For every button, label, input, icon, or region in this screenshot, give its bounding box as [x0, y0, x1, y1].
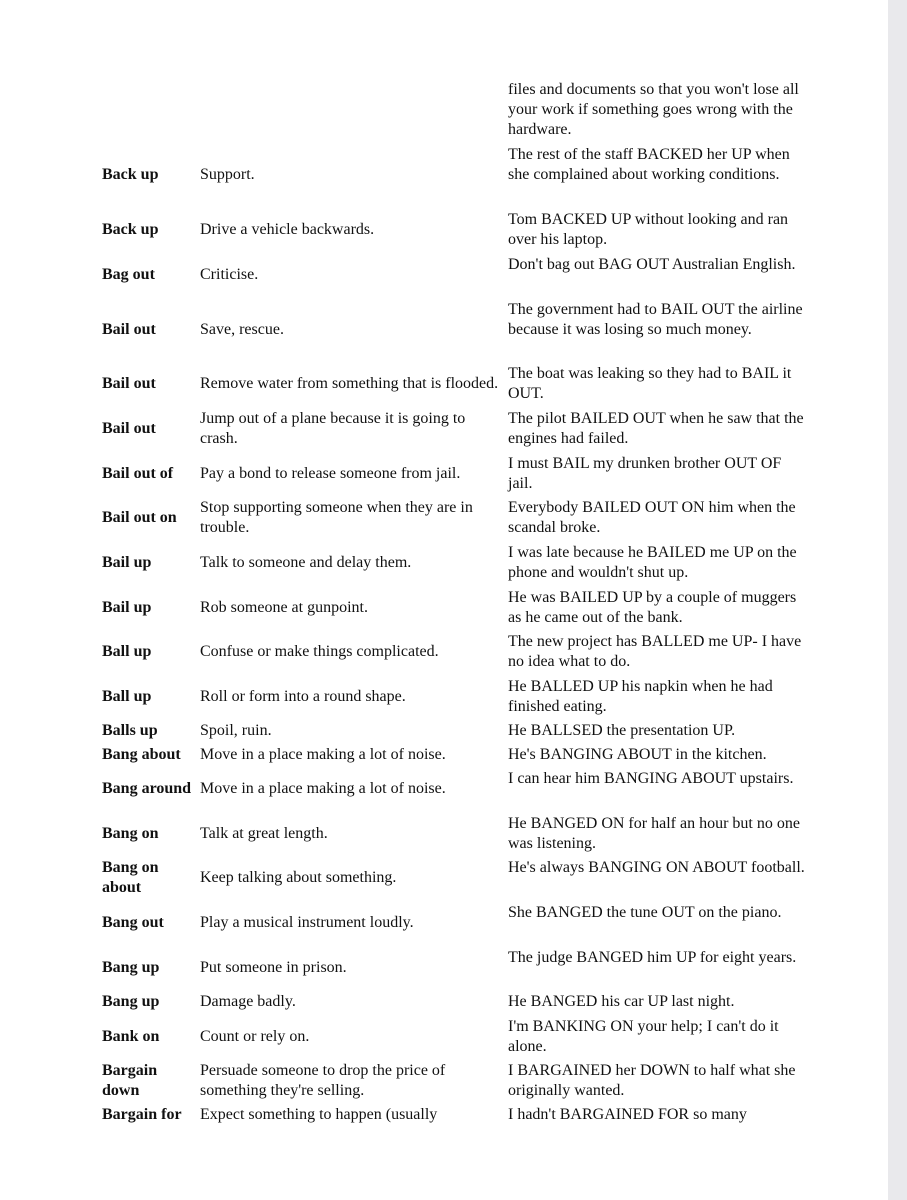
term-cell: Bang on about: [102, 859, 159, 896]
example-cell: Tom BACKED UP without looking and ran over his laptop.: [508, 211, 789, 248]
definition-cell: Stop supporting someone when they are in trouble.: [200, 499, 473, 536]
example-cell: The boat was leaking so they had to BAIL it OUT.: [508, 365, 792, 402]
table-row: [0, 721, 888, 741]
example-cell: The judge BANGED him UP for eight years.: [508, 949, 797, 966]
table-row: [0, 814, 888, 854]
example-cell: I BARGAINED her DOWN to half what she originally wanted.: [508, 1062, 796, 1099]
definition-cell: Expect something to happen (usually: [200, 1106, 438, 1123]
definition-cell: Criticise.: [200, 266, 259, 283]
table-row: [0, 992, 888, 1012]
table-row: [0, 903, 888, 943]
table-row: [0, 1061, 888, 1101]
example-cell: He's always BANGING ON ABOUT football.: [508, 859, 805, 876]
example-cell: He was BAILED UP by a couple of muggers as he came out of the bank.: [508, 589, 797, 626]
example-cell: He BALLSED the presentation UP.: [508, 722, 736, 739]
table-row: [0, 1105, 888, 1125]
definition-cell: Talk at great length.: [200, 825, 328, 842]
table-row: [0, 543, 888, 583]
table-row: [0, 255, 888, 295]
definition-cell: Move in a place making a lot of noise.: [200, 780, 446, 797]
definition-cell: Jump out of a plane because it is going to crash.: [200, 410, 466, 447]
table-row: [0, 454, 888, 494]
term-cell: Bail out on: [102, 509, 177, 526]
table-row: [0, 745, 888, 765]
definition-cell: Roll or form into a round shape.: [200, 688, 406, 705]
term-cell: Bail out of: [102, 465, 174, 482]
table-row: [0, 210, 888, 250]
table-row: [0, 364, 888, 404]
term-cell: Bag out: [102, 266, 155, 283]
term-cell: Balls up: [102, 722, 158, 739]
definition-cell: Keep talking about something.: [200, 869, 397, 886]
term-cell: Bail out: [102, 321, 156, 338]
example-cell: The rest of the staff BACKED her UP when she complained about working conditions.: [508, 146, 790, 183]
term-cell: Back up: [102, 221, 159, 238]
definition-cell: Play a musical instrument loudly.: [200, 914, 414, 931]
term-cell: Bang about: [102, 746, 181, 763]
definition-cell: Put someone in prison.: [200, 959, 347, 976]
term-cell: Ball up: [102, 688, 152, 705]
definition-cell: Move in a place making a lot of noise.: [200, 746, 446, 763]
example-cell: I must BAIL my drunken brother OUT OF jail.: [508, 455, 782, 492]
term-cell: Bang up: [102, 993, 160, 1010]
definition-cell: Damage badly.: [200, 993, 296, 1010]
table-row: [0, 769, 888, 809]
example-cell: Everybody BAILED OUT ON him when the scandal broke.: [508, 499, 796, 536]
definition-cell: Rob someone at gunpoint.: [200, 599, 368, 616]
table-row: [0, 300, 888, 360]
definition-cell: Pay a bond to release someone from jail.: [200, 465, 461, 482]
table-row: [0, 677, 888, 717]
example-cell: Don't bag out BAG OUT Australian English.: [508, 256, 796, 273]
term-cell: Bargain down: [102, 1062, 158, 1099]
example-cell: She BANGED the tune OUT on the piano.: [508, 904, 782, 921]
example-cell: The new project has BALLED me UP- I have no idea what to do.: [508, 633, 802, 670]
example-cell: I was late because he BAILED me UP on the phone and wouldn't shut up.: [508, 544, 797, 581]
definition-cell: Confuse or make things complicated.: [200, 643, 439, 660]
table-row: [0, 1017, 888, 1057]
term-cell: Ball up: [102, 643, 152, 660]
term-cell: Bail up: [102, 554, 152, 571]
term-cell: Bail up: [102, 599, 152, 616]
definition-cell: Persuade someone to drop the price of something they're selling.: [200, 1062, 446, 1099]
table-row: [0, 948, 888, 988]
example-cell: He BANGED his car UP last night.: [508, 993, 735, 1010]
definition-cell: Remove water from something that is flooded.: [200, 375, 499, 392]
example-cell: The government had to BAIL OUT the airline because it was losing so much money.: [508, 301, 803, 338]
table-row: [0, 145, 888, 205]
example-cell: I can hear him BANGING ABOUT upstairs.: [508, 770, 794, 787]
table-row: [0, 80, 888, 140]
example-cell: He's BANGING ABOUT in the kitchen.: [508, 746, 767, 763]
definition-cell: Support.: [200, 166, 255, 183]
example-cell: The pilot BAILED OUT when he saw that the engines had failed.: [508, 410, 804, 447]
term-cell: Bang on: [102, 825, 159, 842]
definition-cell: Count or rely on.: [200, 1028, 310, 1045]
definition-cell: Save, rescue.: [200, 321, 284, 338]
table-row: [0, 588, 888, 628]
table-row: [0, 498, 888, 538]
term-cell: Back up: [102, 166, 159, 183]
table-row: [0, 632, 888, 672]
term-cell: Bang out: [102, 914, 164, 931]
term-cell: Bank on: [102, 1028, 160, 1045]
term-cell: Bail out: [102, 420, 156, 437]
example-cell: I hadn't BARGAINED FOR so many: [508, 1106, 747, 1123]
example-cell: He BALLED UP his napkin when he had finished eating.: [508, 678, 773, 715]
term-cell: Bargain for: [102, 1106, 182, 1123]
example-cell: I'm BANKING ON your help; I can't do it alone.: [508, 1018, 779, 1055]
example-cell: He BANGED ON for half an hour but no one was listening.: [508, 815, 800, 852]
term-cell: Bang around: [102, 780, 192, 797]
definition-cell: Talk to someone and delay them.: [200, 554, 412, 571]
table-row: [0, 858, 888, 898]
term-cell: Bail out: [102, 375, 156, 392]
example-cell: files and documents so that you won't lose all your work if something goes wrong with the hardware.: [508, 81, 799, 138]
table-row: [0, 409, 888, 449]
term-cell: Bang up: [102, 959, 160, 976]
definition-cell: Drive a vehicle backwards.: [200, 221, 375, 238]
definition-cell: Spoil, ruin.: [200, 722, 272, 739]
